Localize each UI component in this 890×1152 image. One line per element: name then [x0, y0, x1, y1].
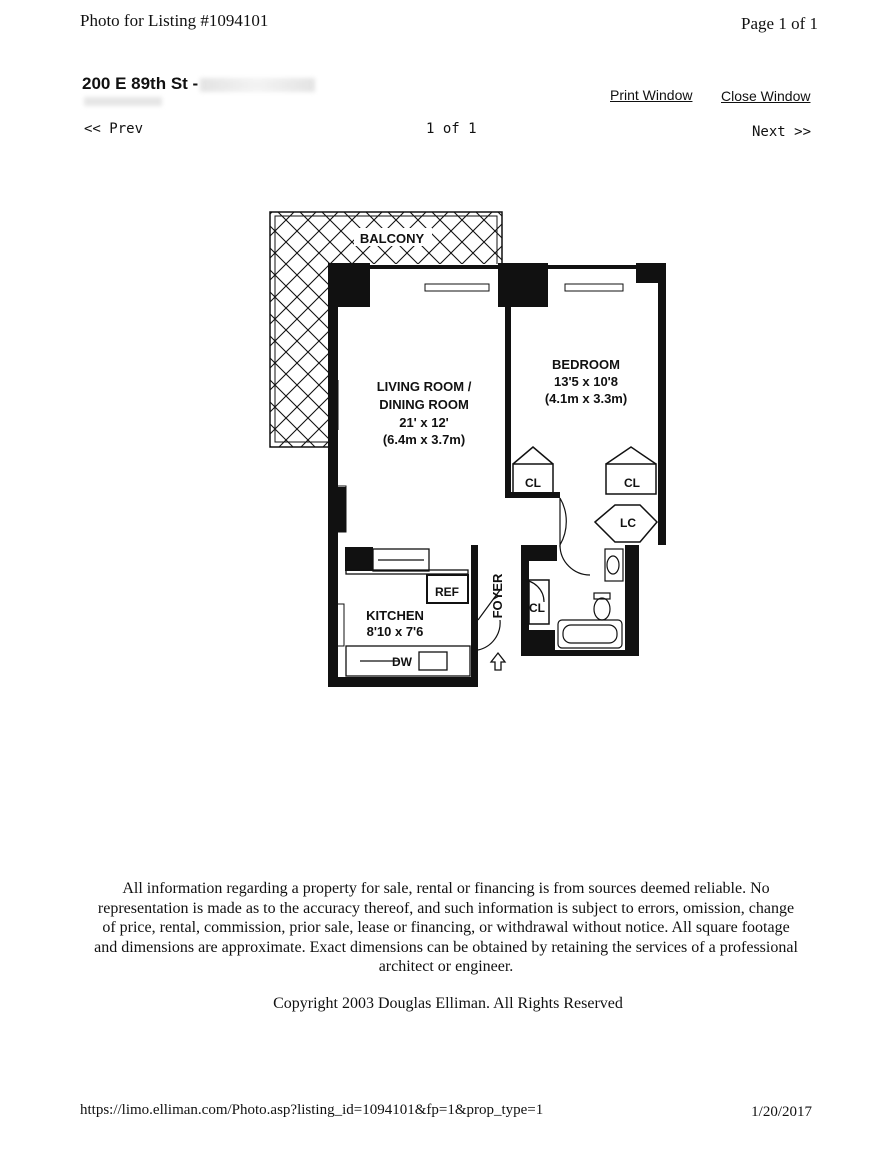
close-window-link[interactable]: Close Window: [721, 88, 811, 104]
prev-link[interactable]: << Prev: [84, 121, 144, 137]
bedroom-label: BEDROOM: [552, 357, 620, 372]
living-room-label: LIVING ROOM /: [376, 379, 472, 394]
bathroom-fixtures: [558, 549, 623, 648]
linen-closet-label: LC: [620, 516, 636, 530]
entry-arrow-icon: [491, 653, 505, 670]
kitchen-label: KITCHEN: [366, 608, 424, 623]
disclaimer-text: All information regarding a property for sale, rental or financing is from sources deemed reliable. No representation is made as to the accuracy thereof, and such information is subject to errors, omission, change of price, rental, commission, prior sale, lease or financing, or withdrawal without notice. All square footage and dimensions are approximate. Exact dimensions can be obtained by retaining the services of a professional architect or engineer.: [94, 880, 798, 975]
copyright-notice: Copyright 2003 Douglas Elliman. All Rights Reserved: [273, 995, 623, 1012]
next-link[interactable]: Next >>: [752, 124, 812, 140]
redacted-subline: [84, 97, 162, 106]
bedroom-metric: (4.1m x 3.3m): [544, 391, 628, 406]
living-room-dimensions: 21' x 12': [399, 415, 449, 430]
footer-url: https://limo.elliman.com/Photo.asp?listing_id=1094101&fp=1&prop_type=1: [80, 1102, 544, 1118]
page-number: Page 1 of 1: [741, 14, 818, 33]
footer-date: 1/20/2017: [751, 1104, 812, 1120]
dishwasher-label: DW: [392, 655, 412, 669]
page-header-title: Photo for Listing #1094101: [80, 11, 269, 30]
foyer-label: FOYER: [490, 573, 505, 619]
refrigerator-label: REF: [435, 585, 459, 599]
balcony-label: BALCONY: [359, 231, 425, 246]
kitchen-dimensions: 8'10 x 7'6: [366, 624, 424, 639]
living-room-metric: (6.4m x 3.7m): [382, 432, 466, 447]
photo-counter: 1 of 1: [426, 121, 477, 137]
bedroom-closet-right-label: CL: [624, 476, 640, 490]
listing-address: 200 E 89th St -: [82, 74, 199, 93]
balcony-area: [270, 212, 505, 450]
bedroom-dimensions: 13'5 x 10'8: [553, 374, 619, 389]
bedroom-closet-left-label: CL: [525, 476, 541, 490]
print-window-link[interactable]: Print Window: [610, 87, 693, 103]
dining-room-label: DINING ROOM: [379, 397, 469, 412]
foyer-closet-label: CL: [529, 601, 545, 615]
redacted-unit-number: [200, 78, 315, 92]
floor-plan: [262, 203, 682, 698]
